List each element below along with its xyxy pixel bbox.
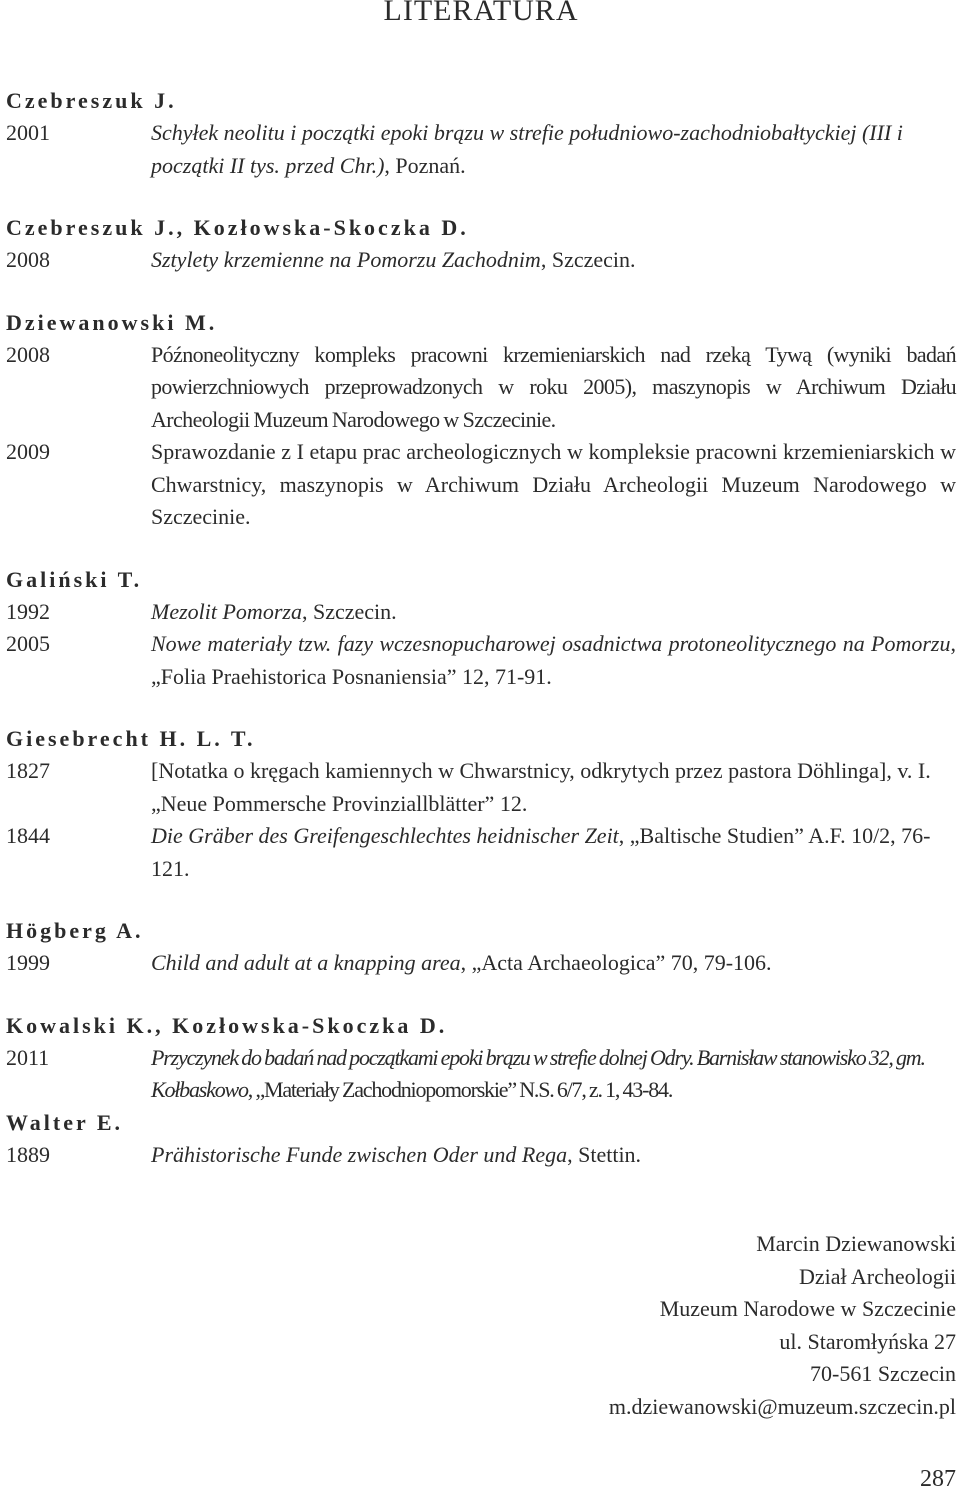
bib-entry <box>6 628 956 693</box>
signature-email: m.dziewanowski@muzeum.szczecin.pl <box>608 1393 956 1419</box>
signature-institution: Muzeum Narodowe w Szczecinie <box>659 1296 956 1321</box>
bib-author: Czebreszuk J., Kozłowska-Skoczka D. <box>6 215 469 240</box>
bib-entry <box>6 947 956 980</box>
bib-reference <box>151 1139 956 1172</box>
bib-entry <box>6 820 956 885</box>
bib-year: 2008 <box>6 247 50 272</box>
signature-city: 70-561 Szczecin <box>810 1361 956 1386</box>
bib-title: Mezolit Pomorza <box>151 598 302 624</box>
bib-block-czebreszuk <box>6 85 956 182</box>
bib-year: 2011 <box>6 1044 50 1070</box>
signature-department: Dział Archeologii <box>798 1263 956 1289</box>
bib-title: Child and adult at a knapping area <box>151 950 461 975</box>
bib-block-dziewanowski <box>6 307 956 534</box>
bib-title: Die Gräber des Greifengeschlechtes heidnischer Zeit <box>151 823 619 848</box>
bib-author: Dziewanowski M. <box>6 309 218 335</box>
bib-title: Schyłek neolitu i początki epoki brązu w strefie południowo-zachodniobałtyckiej (III i początki II tys. przed Chr.) <box>151 120 903 178</box>
bib-author: Galiński T. <box>6 566 143 592</box>
bib-year: 1889 <box>6 1141 50 1167</box>
bib-entry <box>6 596 956 629</box>
bib-reference <box>151 244 956 277</box>
bib-details: , „Baltische Studien” A.F. 10/2, 76-121. <box>151 823 931 881</box>
signature-street: ul. Staromłyńska 27 <box>779 1328 956 1354</box>
bib-details: , Poznań. <box>384 152 466 178</box>
bib-block-galinski <box>6 564 956 694</box>
bibliography-page <box>6 0 956 1171</box>
bib-author: Czebreszuk J. <box>6 88 177 113</box>
bib-details: , „Acta Archaeologica” 70, 79-106. <box>460 950 772 975</box>
bib-reference <box>151 947 956 980</box>
bib-year: 2008 <box>6 341 50 367</box>
bib-entry <box>6 436 956 534</box>
author-signature-block <box>609 1228 956 1423</box>
bib-block-hogberg <box>6 915 956 980</box>
bib-entry <box>6 1139 956 1172</box>
signature-name: Marcin Dziewanowski <box>756 1231 956 1256</box>
page-title: LITERATURA <box>383 0 579 27</box>
bib-details: , „Folia Praehistorica Posnaniensia” 12, 71-91. <box>151 631 956 689</box>
bib-year: 1827 <box>6 758 50 783</box>
bib-year: 2009 <box>6 439 50 464</box>
bib-details: , Stettin. <box>567 1141 642 1167</box>
bib-reference <box>151 628 956 693</box>
bib-author: Högberg A. <box>6 918 144 943</box>
bib-reference <box>151 820 956 885</box>
bib-reference: Późnoneolityczny kompleks pracowni krzemieniarskich nad rzeką Tywą (wyniki badań powierzchniowych przeprowadzonych w roku 2005), maszynopis w Archiwum Działu Archeologii Muzeum Narodowego w Szczecinie. <box>151 341 956 432</box>
bib-year: 1844 <box>6 823 50 848</box>
bib-reference: Sprawozdanie z I etapu prac archeologicznych w kompleksie pracowni krzemieniarskich w Chwarstnicy, maszynopis w Archiwum Działu Archeologii Muzeum Narodowego w Szczecinie. <box>151 439 956 529</box>
bib-author: Giesebrecht H. L. T. <box>6 726 256 751</box>
bib-block-giesebrecht <box>6 723 956 885</box>
bib-block-czebreszuk-kozlowska <box>6 212 956 277</box>
bib-details: , Szczecin. <box>540 247 636 272</box>
bib-block-kowalski <box>6 1010 956 1107</box>
bib-title: Nowe materiały tzw. fazy wczesnopucharowej osadnictwa protoneolitycznego na Pomorzu <box>151 631 951 656</box>
bib-author: Kowalski K., Kozłowska-Skoczka D. <box>6 1012 448 1038</box>
bib-year: 2001 <box>6 120 50 145</box>
bib-year: 2005 <box>6 631 50 656</box>
bib-title: Przyczynek do badań nad początkami epoki brązu w strefie dolnej Odry. Barnisław stanowisko 32, gm. Kołbaskowo <box>151 1044 925 1102</box>
bib-year: 1992 <box>6 598 50 624</box>
bib-entry <box>6 1042 956 1107</box>
bib-details: , „Materiały Zachodniopomorskie” N.S. 6/7, z. 1, 43-84. <box>247 1077 673 1102</box>
bib-reference <box>151 117 956 182</box>
bib-entry <box>6 244 956 277</box>
bib-entry <box>6 339 956 437</box>
bib-entry <box>6 117 956 182</box>
bib-title: Sztylety krzemienne na Pomorzu Zachodnim <box>151 247 541 272</box>
bib-reference <box>151 1042 956 1107</box>
bib-year: 1999 <box>6 950 50 975</box>
bib-details: , Szczecin. <box>301 598 397 624</box>
bib-block-walter <box>6 1107 956 1172</box>
bib-title: Prähistorische Funde zwischen Oder und Rega <box>151 1141 568 1167</box>
page-number: 287 <box>920 1466 956 1492</box>
bib-entry <box>6 755 956 820</box>
bib-reference: [Notatka o kręgach kamiennych w Chwarstnicy, odkrytych przez pastora Döhlinga], v. I. „Neue Pommersche Provinziallblätter” 12. <box>151 758 931 816</box>
bib-author: Walter E. <box>6 1109 124 1135</box>
bib-reference <box>151 596 956 629</box>
